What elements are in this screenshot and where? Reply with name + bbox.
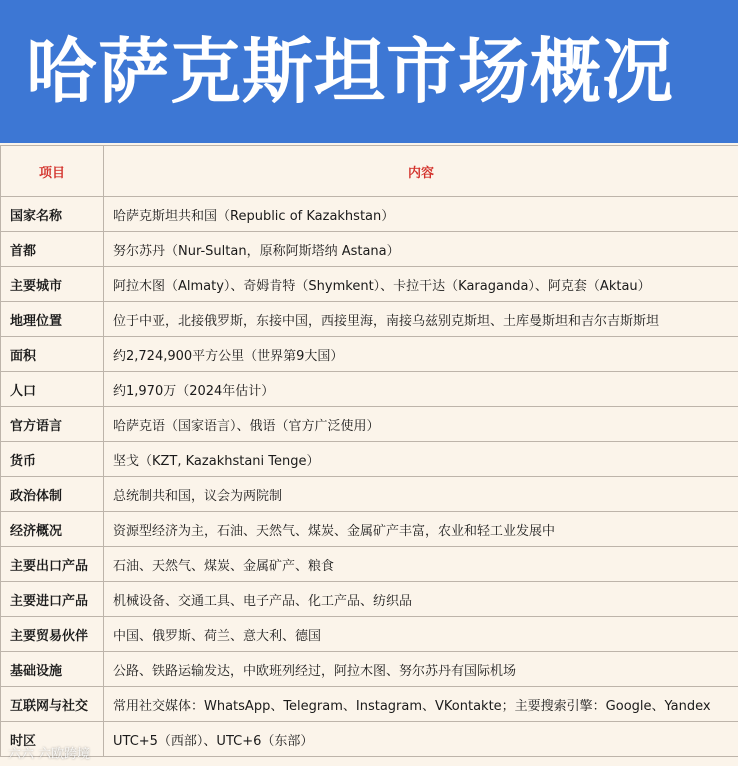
row-value: 坚戈（KZT, Kazakhstani Tenge） — [104, 442, 738, 477]
table-row — [1, 687, 738, 722]
row-value: 机械设备、交通工具、电子产品、化工产品、纺织品 — [104, 582, 738, 617]
column-header-item: 项目 — [1, 146, 104, 197]
table-row — [1, 582, 738, 617]
table-row — [1, 337, 738, 372]
table-row — [1, 442, 738, 477]
row-label: 互联网与社交 — [1, 687, 104, 722]
row-value: 阿拉木图（Almaty）、奇姆肯特（Shymkent）、卡拉干达（Karaganda）、阿克套（Aktau） — [104, 267, 738, 302]
row-value: 总统制共和国，议会为两院制 — [104, 477, 738, 512]
row-label: 人口 — [1, 372, 104, 407]
table-row — [1, 372, 738, 407]
watermark: 六六 六欧跨境 — [8, 747, 91, 762]
row-value: 约1,970万（2024年估计） — [104, 372, 738, 407]
row-value: UTC+5（西部）、UTC+6（东部） — [104, 722, 738, 757]
column-header-content: 内容 — [104, 146, 738, 197]
table-row — [1, 722, 738, 757]
row-label: 主要贸易伙伴 — [1, 617, 104, 652]
table-row — [1, 547, 738, 582]
table-row — [1, 652, 738, 687]
row-label: 货币 — [1, 442, 104, 477]
row-label: 地理位置 — [1, 302, 104, 337]
row-label: 国家名称 — [1, 197, 104, 232]
table-row — [1, 197, 738, 232]
table-row — [1, 407, 738, 442]
row-label: 时区 — [1, 722, 104, 757]
title-banner — [0, 0, 738, 143]
row-label: 主要出口产品 — [1, 547, 104, 582]
table-row — [1, 512, 738, 547]
row-label: 主要进口产品 — [1, 582, 104, 617]
table-row — [1, 232, 738, 267]
table-row — [1, 302, 738, 337]
table-row — [1, 617, 738, 652]
row-value: 努尔苏丹（Nur-Sultan，原称阿斯塔纳 Astana） — [104, 232, 738, 267]
table-body — [1, 197, 738, 757]
row-value: 哈萨克语（国家语言）、俄语（官方广泛使用） — [104, 407, 738, 442]
row-value: 常用社交媒体：WhatsApp、Telegram、Instagram、VKontakte；主要搜索引擎：Google、Yandex — [104, 687, 738, 722]
page-title: 哈萨克斯坦市场概况 — [26, 30, 675, 113]
row-label: 基础设施 — [1, 652, 104, 687]
row-label: 首都 — [1, 232, 104, 267]
row-value: 约2,724,900平方公里（世界第9大国） — [104, 337, 738, 372]
row-label: 经济概况 — [1, 512, 104, 547]
row-label: 面积 — [1, 337, 104, 372]
market-overview-table — [0, 145, 738, 757]
row-value: 公路、铁路运输发达，中欧班列经过，阿拉木图、努尔苏丹有国际机场 — [104, 652, 738, 687]
row-label: 主要城市 — [1, 267, 104, 302]
row-value: 位于中亚，北接俄罗斯，东接中国，西接里海，南接乌兹别克斯坦、土库曼斯坦和吉尔吉斯斯坦 — [104, 302, 738, 337]
table-row — [1, 267, 738, 302]
row-label: 政治体制 — [1, 477, 104, 512]
row-label: 官方语言 — [1, 407, 104, 442]
row-value: 哈萨克斯坦共和国（Republic of Kazakhstan） — [104, 197, 738, 232]
row-value: 资源型经济为主，石油、天然气、煤炭、金属矿产丰富，农业和轻工业发展中 — [104, 512, 738, 547]
row-value: 石油、天然气、煤炭、金属矿产、粮食 — [104, 547, 738, 582]
row-value: 中国、俄罗斯、荷兰、意大利、德国 — [104, 617, 738, 652]
table-row — [1, 477, 738, 512]
table-header-row — [1, 146, 738, 197]
